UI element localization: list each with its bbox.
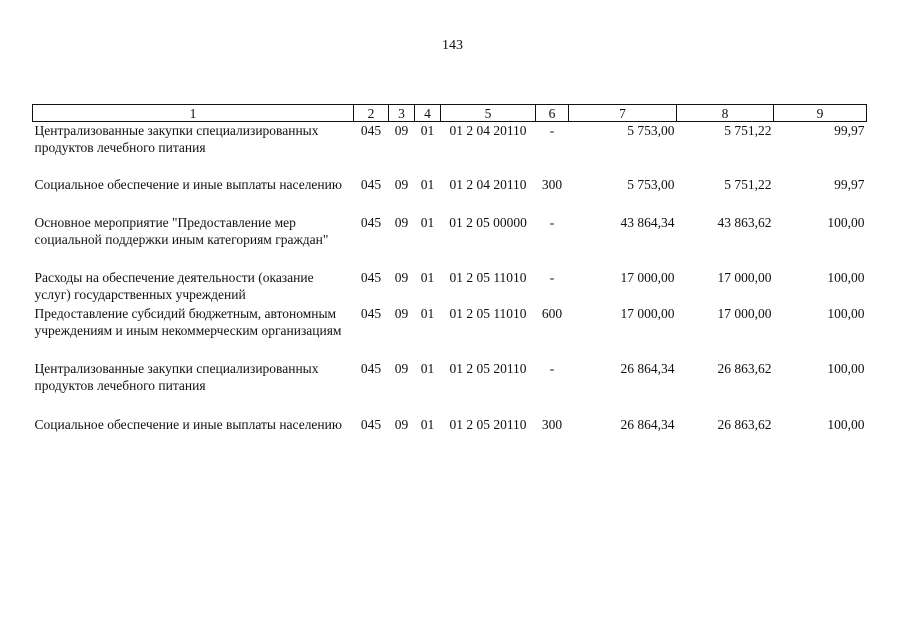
row-name: Централизованные закупки специализированных продуктов лечебного питания <box>34 123 319 155</box>
header-row <box>33 105 867 122</box>
row-expense-type: - <box>549 270 555 285</box>
row-executed: 43 863,62 <box>717 215 772 230</box>
header-col-9: 9 <box>774 105 867 122</box>
row-percent: 100,00 <box>827 215 865 230</box>
table-row <box>33 214 867 269</box>
row-planned: 17 000,00 <box>620 306 675 321</box>
table-row <box>33 269 867 305</box>
header-col-5: 5 <box>441 105 536 122</box>
row-ministry-code: 045 <box>360 177 382 192</box>
row-subsection-code: 01 <box>420 361 435 376</box>
row-section-code: 09 <box>394 306 409 321</box>
row-subsection-code: 01 <box>420 177 435 192</box>
row-name: Социальное обеспечение и иные выплаты населению <box>34 417 342 432</box>
row-executed: 26 863,62 <box>717 361 772 376</box>
row-target-article: 01 2 05 11010 <box>449 306 527 321</box>
row-name: Основное мероприятие "Предоставление мер социальной поддержки иным категориям граждан" <box>34 215 329 247</box>
row-name: Расходы на обеспечение деятельности (оказание услуг) государственных учреждений <box>34 270 314 302</box>
row-executed: 5 751,22 <box>724 177 772 192</box>
row-executed: 5 751,22 <box>724 123 772 138</box>
table-row <box>33 305 867 360</box>
row-planned: 26 864,34 <box>620 361 675 376</box>
header-col-4: 4 <box>415 105 441 122</box>
row-executed: 17 000,00 <box>717 270 772 285</box>
row-name: Социальное обеспечение и иные выплаты населению <box>34 177 342 192</box>
row-executed: 17 000,00 <box>717 306 772 321</box>
row-expense-type: - <box>549 215 555 230</box>
row-target-article: 01 2 05 20110 <box>449 417 527 432</box>
header-col-1: 1 <box>33 105 354 122</box>
row-planned: 43 864,34 <box>620 215 675 230</box>
row-expense-type: 300 <box>541 417 563 432</box>
table-row <box>33 176 867 214</box>
row-subsection-code: 01 <box>420 270 435 285</box>
row-percent: 99,97 <box>834 123 865 138</box>
page-number: 143 <box>442 38 463 53</box>
row-percent: 100,00 <box>827 417 865 432</box>
row-name: Централизованные закупки специализированных продуктов лечебного питания <box>34 361 319 393</box>
row-expense-type: - <box>549 361 555 376</box>
row-target-article: 01 2 05 20110 <box>449 361 527 376</box>
row-subsection-code: 01 <box>420 417 435 432</box>
row-target-article: 01 2 05 11010 <box>449 270 527 285</box>
row-section-code: 09 <box>394 417 409 432</box>
header-col-6: 6 <box>536 105 569 122</box>
row-target-article: 01 2 05 00000 <box>449 215 527 230</box>
row-expense-type: - <box>549 123 555 138</box>
row-percent: 100,00 <box>827 270 865 285</box>
row-expense-type: 300 <box>541 177 563 192</box>
row-target-article: 01 2 04 20110 <box>449 123 527 138</box>
table-body <box>33 122 867 455</box>
header-col-3: 3 <box>389 105 415 122</box>
row-planned: 17 000,00 <box>620 270 675 285</box>
row-ministry-code: 045 <box>360 215 382 230</box>
header-col-2: 2 <box>354 105 389 122</box>
header-col-8: 8 <box>677 105 774 122</box>
row-ministry-code: 045 <box>360 123 382 138</box>
row-executed: 26 863,62 <box>717 417 772 432</box>
row-name: Предоставление субсидий бюджетным, автономным учреждениям и иным некоммерческим организациям <box>34 306 342 338</box>
header-col-7: 7 <box>569 105 677 122</box>
row-section-code: 09 <box>394 177 409 192</box>
row-subsection-code: 01 <box>420 215 435 230</box>
row-planned: 5 753,00 <box>627 177 675 192</box>
table-row <box>33 360 867 416</box>
row-ministry-code: 045 <box>360 306 382 321</box>
row-subsection-code: 01 <box>420 306 435 321</box>
row-planned: 5 753,00 <box>627 123 675 138</box>
row-target-article: 01 2 04 20110 <box>449 177 527 192</box>
row-section-code: 09 <box>394 270 409 285</box>
row-percent: 100,00 <box>827 306 865 321</box>
row-section-code: 09 <box>394 361 409 376</box>
row-ministry-code: 045 <box>360 270 382 285</box>
row-percent: 99,97 <box>834 177 865 192</box>
row-subsection-code: 01 <box>420 123 435 138</box>
row-planned: 26 864,34 <box>620 417 675 432</box>
row-section-code: 09 <box>394 123 409 138</box>
table-header <box>33 105 867 122</box>
row-section-code: 09 <box>394 215 409 230</box>
row-expense-type: 600 <box>541 306 563 321</box>
budget-table <box>32 104 867 454</box>
row-ministry-code: 045 <box>360 361 382 376</box>
row-percent: 100,00 <box>827 361 865 376</box>
table-row <box>33 122 867 177</box>
table-row <box>33 416 867 454</box>
row-ministry-code: 045 <box>360 417 382 432</box>
